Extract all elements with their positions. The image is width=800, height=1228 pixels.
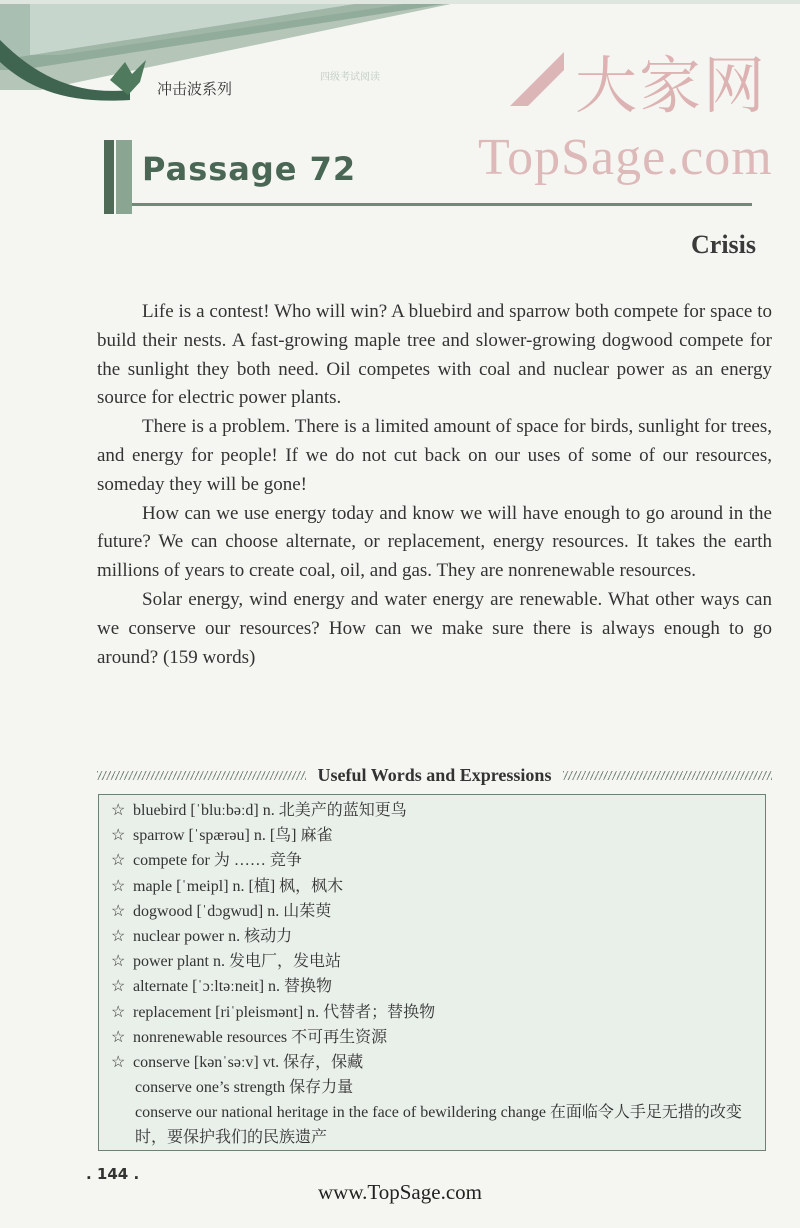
watermark-logo-icon bbox=[506, 48, 568, 110]
vocab-example: conserve our national heritage in the face of bewildering change 在面临令人手足无措的改变时，要保护我们的民族遗产 bbox=[135, 1104, 742, 1147]
paragraph: How can we use energy today and know we will have enough to go around in the future? We can choose alternate, or replacement, energy resources. It takes the earth millions of years to create coal, oil, and gas. They are nonrenewable resources. bbox=[97, 502, 772, 582]
page-number: . 144 . bbox=[86, 1165, 140, 1183]
vocab-entry: nuclear power n. 核动力 bbox=[133, 927, 293, 945]
star-icon: ☆ bbox=[111, 902, 126, 920]
vocab-item bbox=[111, 899, 755, 924]
star-icon: ☆ bbox=[111, 953, 126, 971]
vocab-entry: nonrenewable resources 不可再生资源 bbox=[133, 1028, 388, 1046]
vocab-item bbox=[111, 798, 755, 823]
vocab-example: conserve one’s strength 保存力量 bbox=[135, 1079, 354, 1097]
star-icon: ☆ bbox=[111, 1053, 126, 1071]
star-icon: ☆ bbox=[111, 852, 126, 870]
heading-bar-dark bbox=[104, 140, 114, 214]
vocab-entry: dogwood [ˈdɔgwud] n. 山茱萸 bbox=[133, 902, 332, 920]
star-icon: ☆ bbox=[111, 802, 126, 819]
passage-body bbox=[97, 298, 772, 672]
paragraph: There is a problem. There is a limited amount of space for birds, sunlight for trees, and energy for people! If we do not cut back on our uses of some of our resources, someday they will be gone! bbox=[97, 416, 772, 495]
star-icon: ☆ bbox=[111, 1028, 126, 1046]
faded-running-header: 四级考试阅读 bbox=[320, 72, 380, 83]
vocab-item bbox=[111, 823, 755, 848]
passage-number: Passage 72 bbox=[142, 150, 357, 188]
paragraph: Life is a contest! Who will win? A bluebird and sparrow both compete for space to build their nests. A fast-growing maple tree and slower-growing dogwood compete for the sunlight they both need. Oil competes with coal and nuclear power as an energy source for electric power plants. bbox=[97, 301, 772, 409]
article-title: Crisis bbox=[691, 230, 756, 259]
vocab-entry: maple [ˈmeipl] n. [植] 枫，枫木 bbox=[133, 877, 344, 895]
series-label: 冲击波系列 bbox=[157, 80, 233, 98]
vocab-entry: power plant n. 发电厂，发电站 bbox=[133, 953, 341, 971]
vocab-entry: replacement [riˈpleismənt] n. 代替者；替换物 bbox=[133, 1003, 436, 1021]
vocab-list bbox=[98, 794, 766, 1151]
vocab-entry: compete for 为 …… 竞争 bbox=[133, 852, 302, 870]
vocab-section-title: Useful Words and Expressions bbox=[317, 764, 552, 785]
vocab-item bbox=[111, 1050, 755, 1075]
vocab-item bbox=[111, 874, 755, 899]
vocab-item bbox=[111, 949, 755, 974]
star-icon: ☆ bbox=[111, 978, 126, 996]
hatch-decoration bbox=[97, 771, 306, 780]
vocab-item bbox=[111, 1025, 755, 1050]
star-icon: ☆ bbox=[111, 1003, 126, 1021]
vocab-entry: bluebird [ˈbluːbəːd] n. 北美产的蓝知更鸟 bbox=[133, 802, 407, 819]
footer-site: www.TopSage.com bbox=[318, 1180, 482, 1204]
vocab-entry: alternate [ˈɔːltəːneit] n. 替换物 bbox=[133, 978, 333, 996]
vocab-entry: conserve [kənˈsəːv] vt. 保存，保藏 bbox=[133, 1053, 364, 1071]
vocab-item bbox=[111, 1000, 755, 1025]
vocab-item bbox=[111, 848, 755, 873]
vocab-item bbox=[111, 924, 755, 949]
watermark-chinese: 大家网 bbox=[575, 49, 768, 122]
vocab-entry: sparrow [ˈspærəu] n. [鸟] 麻雀 bbox=[133, 827, 333, 845]
vocab-item bbox=[111, 974, 755, 999]
vocab-section-header bbox=[97, 764, 772, 786]
paragraph: Solar energy, wind energy and water energy are renewable. What other ways can we conserve our resources? How can we make sure there is always enough to go around? (159 words) bbox=[97, 588, 772, 668]
watermark-english: TopSage.com bbox=[478, 129, 773, 186]
heading-underline bbox=[132, 203, 752, 206]
star-icon: ☆ bbox=[111, 927, 126, 945]
heading-bar-light bbox=[116, 140, 132, 214]
star-icon: ☆ bbox=[111, 877, 126, 895]
star-icon: ☆ bbox=[111, 827, 126, 845]
hatch-decoration bbox=[563, 771, 772, 780]
